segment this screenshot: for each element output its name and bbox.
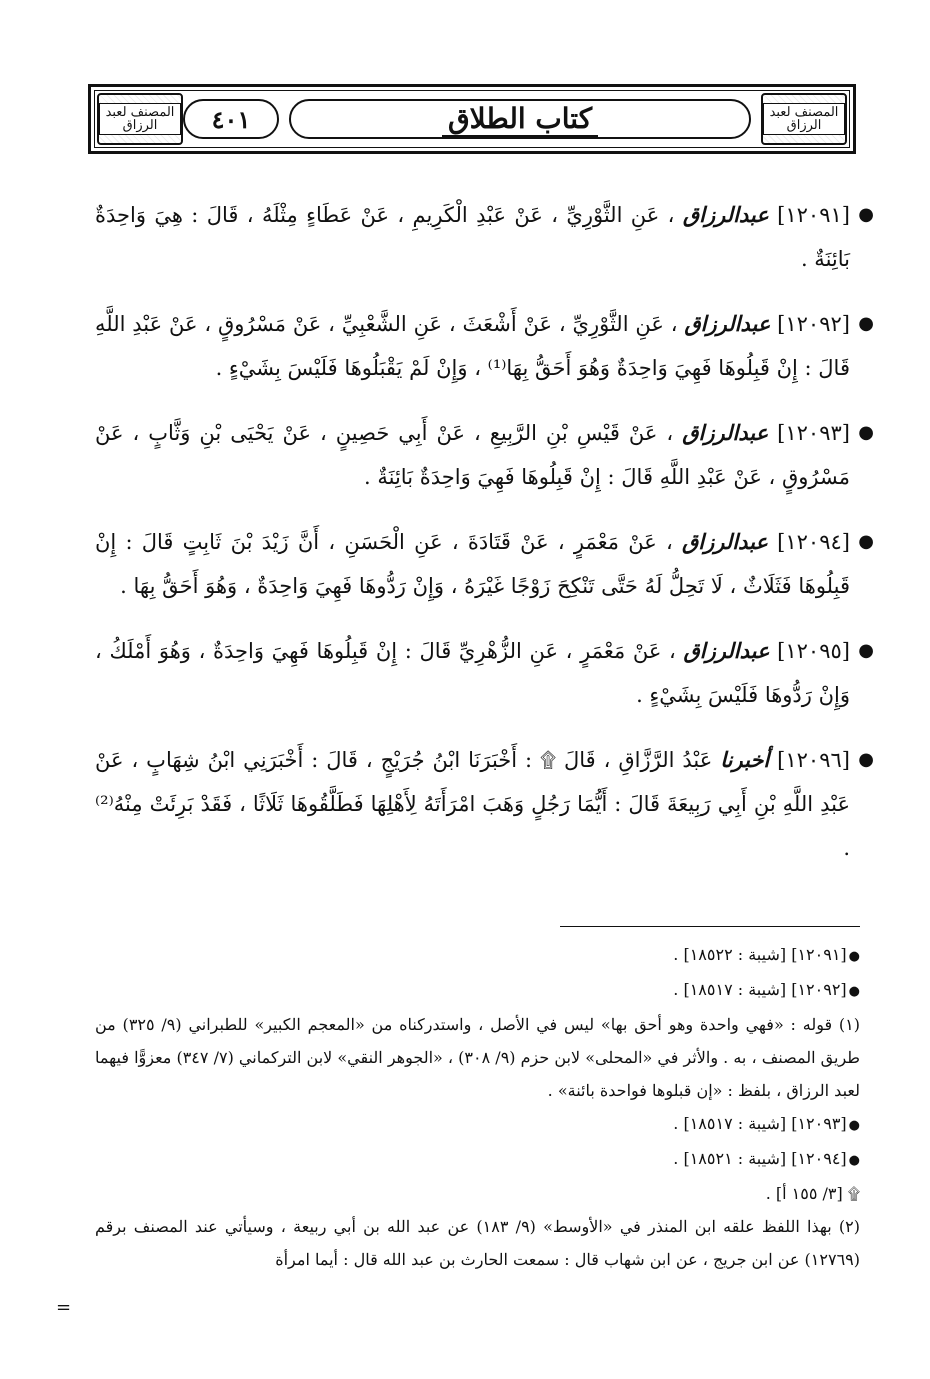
- hadith-entry: [95, 738, 874, 870]
- hadith-entry: [95, 302, 874, 390]
- bullet-dot-icon: ●: [858, 531, 874, 552]
- footnote-text: [١٢٠٩٣] [شيبة : ١٨٥١٧] .: [673, 1114, 847, 1133]
- footnote-reference: [95, 1107, 860, 1142]
- page-number: ٤٠١: [183, 99, 279, 139]
- footnote-divider: [560, 926, 860, 927]
- entry-narrator: أخبرنا: [720, 747, 770, 772]
- footnote-note: [95, 1008, 860, 1107]
- footnote-reference: [95, 938, 860, 973]
- continuation-mark: =: [56, 1297, 72, 1318]
- bullet-dot-icon: ●: [858, 640, 874, 661]
- footnote-text: ۩ [٣/ ١٥٥ أ] .: [765, 1184, 860, 1203]
- chapter-title: كتاب الطلاق: [442, 102, 598, 137]
- entry-narrator: عبدالرزاق: [684, 311, 771, 336]
- entry-text: ، عَنْ مَعْمَرٍ ، عَنْ قَتَادَةَ ، عَنِ الْحَسَنِ ، أَنَّ زَيْدَ بْنَ ثَابِتٍ قَالَ : إِنْ قَبِلُوهَا فَثَلَاثٌ ، لَا تَحِلُّ لَهُ حَتَّى تَنْكِحَ زَوْجًا غَيْرَهُ ، وَإِنْ رَدُّوهَا فَهِيَ وَاحِدَةٌ ، وَهُوَ أَحَقُّ بِهَا .: [95, 530, 850, 598]
- bullet-dot-icon: ●: [858, 422, 874, 443]
- entry-text: ، عَنْ مَعْمَرٍ ، عَنِ الزُّهْرِيِّ قَالَ : إِنْ قَبِلُوهَا فَهِيَ وَاحِدَةٌ ، وَهُوَ أَمْلَكُ ، وَإِنْ رَدُّوهَا فَلَيْسَ بِشَيْءٍ .: [95, 639, 850, 707]
- footnotes: [95, 938, 860, 1276]
- emblem-text: المصنف لعبد الرزاق: [99, 103, 181, 135]
- footnote-reference: [95, 973, 860, 1008]
- entry-number: [١٢٠٩٣]: [777, 421, 850, 445]
- entry-narrator: عبدالرزاق: [681, 529, 768, 554]
- entry-text: عَبْدُ الرَّزَّاقِ ، قَالَ ۩ : أَخْبَرَنَا ابْنُ جُرَيْجٍ ، قَالَ : أَخْبَرَنِي ابْنُ شِهَابٍ ، عَنْ عَبْدِ اللَّهِ بْنِ أَبِي رَبِيعَةَ قَالَ : أَيُّمَا رَجُلٍ وَهَبَ امْرَأَتَهُ لِأَهْلِهَا فَطَلَّقُوهَا ثَلَاثًا ، فَقَدْ بَرِئَتْ مِنْهُ⁽²⁾ .: [95, 748, 850, 860]
- bullet-dot-icon: ●: [848, 1118, 860, 1133]
- entry-narrator: عبدالرزاق: [682, 420, 769, 445]
- bullet-dot-icon: ●: [858, 204, 874, 225]
- hadith-entry: [95, 193, 874, 281]
- chapter-title-box: [289, 99, 751, 139]
- main-text: [95, 172, 874, 876]
- footnote-text: [١٢٠٩٢] [شيبة : ١٨٥١٧] .: [673, 980, 847, 999]
- bullet-dot-icon: ●: [848, 949, 860, 964]
- bullet-dot-icon: ●: [848, 1153, 860, 1168]
- hadith-entry: [95, 629, 874, 717]
- entry-narrator: عبدالرزاق: [682, 202, 769, 227]
- entry-number: [١٢٠٩٦]: [777, 748, 850, 772]
- bullet-dot-icon: ●: [858, 749, 874, 770]
- book-emblem-right: [761, 93, 847, 145]
- entry-narrator: عبدالرزاق: [683, 638, 770, 663]
- entry-text: ، عَنِ الثَّوْرِيِّ ، عَنْ أَشْعَثَ ، عَنِ الشَّعْبِيِّ ، عَنْ مَسْرُوقٍ ، عَنْ عَبْدِ اللَّهِ قَالَ : إِنْ قَبِلُوهَا فَهِيَ وَاحِدَةٌ وَهُوَ أَحَقُّ بِهَا⁽¹⁾ ، وَإِنْ لَمْ يَقْبَلُوهَا فَلَيْسَ بِشَيْءٍ .: [95, 312, 850, 380]
- entry-number: [١٢٠٩٤]: [777, 530, 850, 554]
- book-emblem-left: [97, 93, 183, 145]
- folio-marker: [95, 1177, 860, 1210]
- entry-number: [١٢٠٩١]: [777, 203, 850, 227]
- entry-number: [١٢٠٩٥]: [777, 639, 850, 663]
- footnote-reference: [95, 1142, 860, 1177]
- page-header: [88, 84, 856, 154]
- hadith-entry: [95, 411, 874, 499]
- bullet-dot-icon: ●: [858, 313, 874, 334]
- bullet-dot-icon: ●: [848, 984, 860, 999]
- hadith-entry: [95, 520, 874, 608]
- footnote-text: [١٢٠٩٤] [شيبة : ١٨٥٢١] .: [673, 1149, 847, 1168]
- entry-text: ، عَنْ قَيْسِ بْنِ الرَّبِيعِ ، عَنْ أَبِي حَصِينٍ ، عَنْ يَحْيَى بْنِ وَثَّابٍ ، عَنْ مَسْرُوقٍ ، عَنْ عَبْدِ اللَّهِ قَالَ : إِنْ قَبِلُوهَا فَهِيَ وَاحِدَةٌ بَائِنَةٌ .: [95, 421, 850, 489]
- footnote-note: [95, 1210, 860, 1276]
- entry-text: ، عَنِ الثَّوْرِيِّ ، عَنْ عَبْدِ الْكَرِيمِ ، عَنْ عَطَاءٍ مِثْلَهُ ، قَالَ : هِيَ وَاحِدَةٌ بَائِنَةٌ .: [95, 203, 850, 271]
- footnote-text: (٢) بهذا اللفظ علقه ابن المنذر في «الأوسط» (٩/ ١٨٣) عن عبد الله بن أبي ربيعة ، وسيأتي عند المصنف برقم (١٢٧٦٩) عن ابن جريج ، عن ابن شهاب قال : سمعت الحارث بن عبد الله قال : أيما امرأة: [95, 1217, 860, 1269]
- emblem-text: المصنف لعبد الرزاق: [763, 103, 845, 135]
- footnote-text: (١) قوله : «فهي واحدة وهو أحق بها» ليس في الأصل ، واستدركناه من «المعجم الكبير» للطبراني (٩/ ٣٢٥) من طريق المصنف ، به . والأثر في «المحلى» لابن حزم (٩/ ٣٠٨) ، «الجوهر النقي» لابن التركماني (٧/ ٣٤٧) معزوًّا فيهما لعبد الرزاق ، بلفظ : «إن قبلوها فواحدة بائنة» .: [95, 1015, 861, 1100]
- footnote-text: [١٢٠٩١] [شيبة : ١٨٥٢٢] .: [673, 945, 847, 964]
- entry-number: [١٢٠٩٢]: [777, 312, 850, 336]
